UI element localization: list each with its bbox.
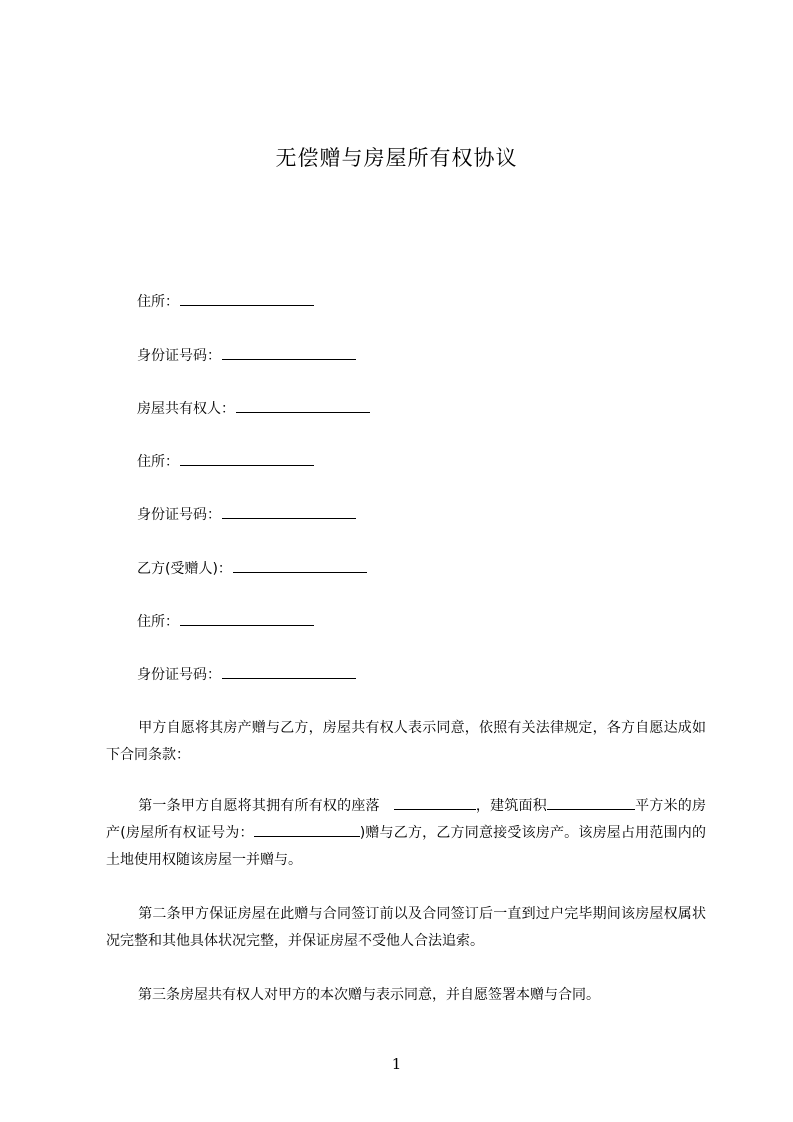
blank-line — [180, 451, 314, 466]
article-1-text-b: ，建筑面积 — [475, 798, 547, 814]
field-label: 住所： — [137, 454, 179, 470]
location-blank — [394, 795, 476, 810]
document-title: 无偿赠与房屋所有权协议 — [275, 146, 518, 170]
article-1-text-a: 第一条甲方自愿将其拥有所有权的座落 — [138, 798, 380, 814]
article-2-text: 第二条甲方保证房屋在此赠与合同签订前以及合同签订后一直到过户完毕期间该房屋权属状况完整和其他具体状况完整，并保证房屋不受他人合法追索。 — [106, 906, 706, 949]
field-address-2 — [137, 451, 314, 472]
blank-line — [222, 664, 356, 679]
blank-line — [236, 398, 370, 413]
article-2-paragraph — [106, 901, 706, 955]
article-3-text: 第三条房屋共有权人对甲方的本次赠与表示同意，并自愿签署本赠与合同。 — [138, 987, 600, 1003]
field-party-b — [137, 558, 367, 579]
article-3-paragraph — [106, 982, 706, 1009]
article-1-paragraph — [106, 793, 706, 874]
field-label: 身份证号码： — [137, 667, 221, 683]
intro-paragraph — [106, 715, 706, 769]
field-label: 住所： — [137, 614, 179, 630]
field-label: 住所： — [137, 294, 179, 310]
field-label: 身份证号码： — [137, 348, 221, 364]
blank-line — [222, 504, 356, 519]
area-blank — [547, 795, 635, 810]
page-number: 1 — [391, 1055, 402, 1073]
intro-text: 甲方自愿将其房产赠与乙方，房屋共有权人表示同意，依照有关法律规定，各方自愿达成如下合同条款： — [106, 720, 706, 763]
field-label: 乙方(受赠人)： — [137, 561, 232, 577]
field-address-1 — [137, 291, 314, 312]
certificate-number-blank — [254, 822, 360, 837]
field-label: 房屋共有权人： — [137, 401, 235, 417]
blank-line — [180, 611, 314, 626]
field-id-number-2 — [137, 504, 356, 525]
field-address-3 — [137, 611, 314, 632]
field-co-owner — [137, 398, 370, 419]
article-1-text-c: 平方米的房产(房屋所有权证号为： — [106, 798, 707, 841]
field-id-number-3 — [137, 664, 356, 685]
blank-line — [222, 345, 356, 360]
field-id-number-1 — [137, 345, 356, 366]
field-label: 身份证号码： — [137, 507, 221, 523]
article-1-text-d: )赠与乙方，乙方同意接受该房产。该房屋占用范围内的土地使用权随该房屋一并赠与。 — [106, 825, 706, 868]
blank-line — [180, 291, 314, 306]
blank-line — [233, 558, 367, 573]
